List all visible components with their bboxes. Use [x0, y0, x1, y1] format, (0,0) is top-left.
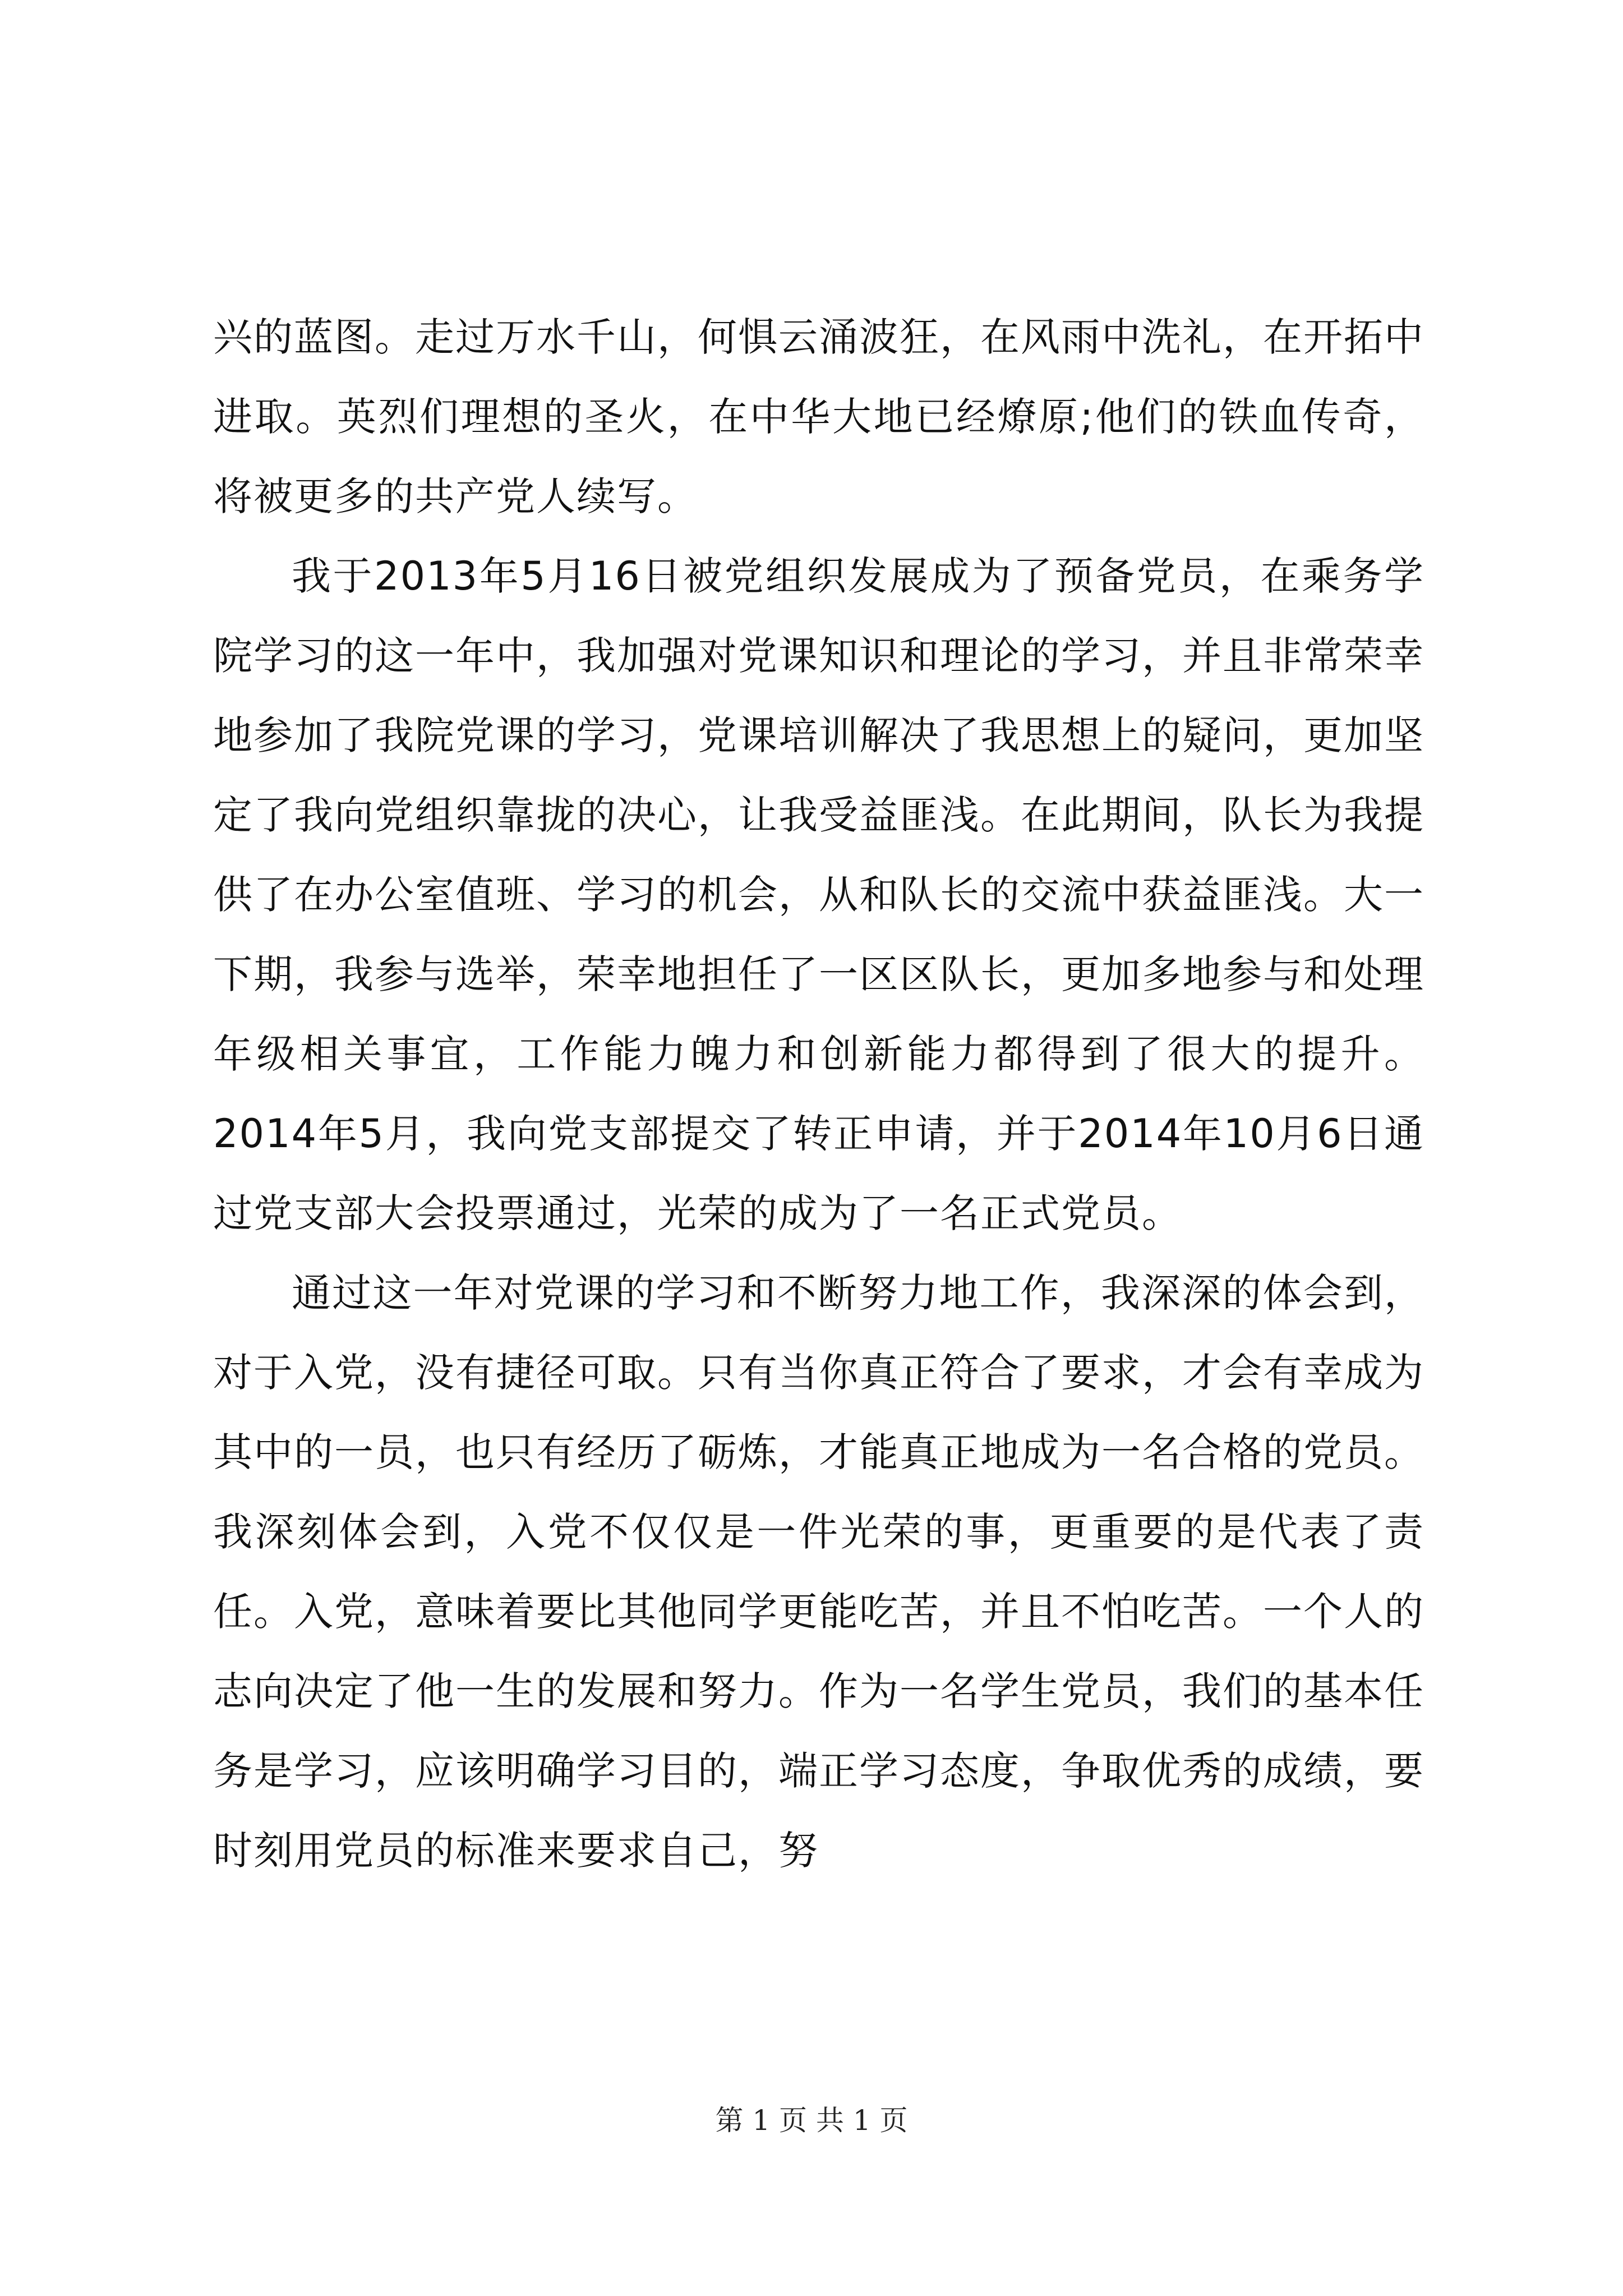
page-footer — [0, 2104, 1623, 2137]
page-number: 第 1 页 共 1 页 — [715, 2104, 908, 2137]
paragraph-3: 通过这一年对党课的学习和不断努力地工作，我深深的体会到，对于入党，没有捷径可取。只有当你真正符合了要求，才会有幸成为其中的一员，也只有经历了砺炼，才能真正地成为一名合格的党员。我深刻体会到，入党不仅仅是一件光荣的事，更重要的是代表了责任。入党，意味着要比其他同学更能吃苦，并且不怕吃苦。一个人的志向决定了他一生的发展和努力。作为一名学生党员，我们的基本任务是学习，应该明确学习目的，端正学习态度，争取优秀的成绩，要时刻用党员的标准来要求自己，努 — [213, 1270, 1424, 1874]
document-body — [213, 297, 1424, 1890]
paragraph-2: 我于2013年5月16日被党组织发展成为了预备党员，在乘务学院学习的这一年中，我加强对党课知识和理论的学习，并且非常荣幸地参加了我院党课的学习，党课培训解决了我思想上的疑问，更加坚定了我向党组织靠拢的决心，让我受益匪浅。在此期间，队长为我提供了在办公室值班、学习的机会，从和队长的交流中获益匪浅。大一下期，我参与选举，荣幸地担任了一区区队长，更加多地参与和处理年级相关事宜，工作能力魄力和创新能力都得到了很大的提升。2014年5月，我向党支部提交了转正申请，并于2014年10月6日通过党支部大会投票通过，光荣的成为了一名正式党员。 — [213, 553, 1424, 1236]
paragraph-1: 兴的蓝图。走过万水千山，何惧云涌波狂，在风雨中洗礼，在开拓中进取。英烈们理想的圣火，在中华大地已经燎原;他们的铁血传奇，将被更多的共产党人续写。 — [213, 314, 1424, 519]
